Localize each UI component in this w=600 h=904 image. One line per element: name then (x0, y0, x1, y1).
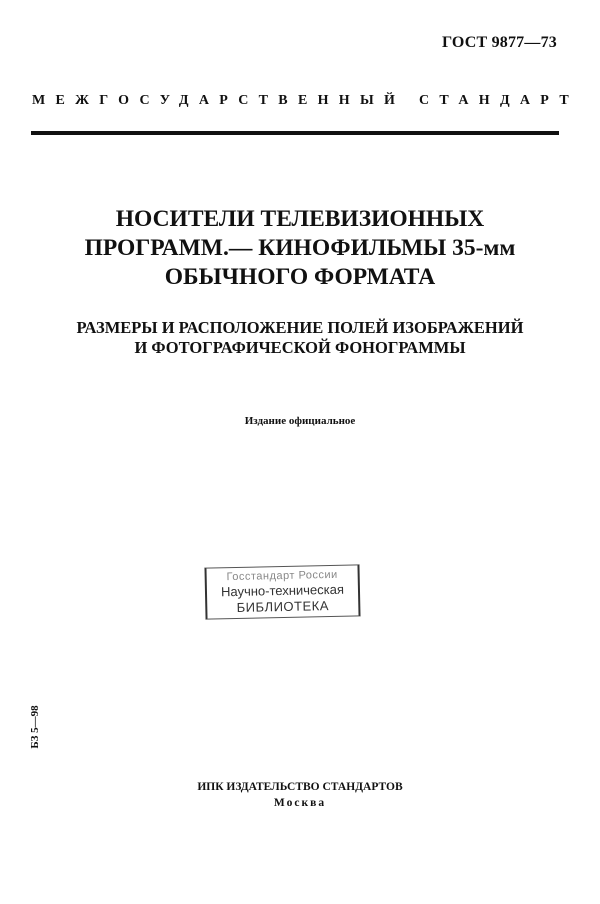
side-code: БЗ 5—98 (29, 705, 41, 749)
document-subtitle (0, 318, 600, 358)
title-line-2: ПРОГРАММ.— КИНОФИЛЬМЫ 35-мм (84, 235, 516, 261)
stamp-line-2: Научно-техническая (220, 581, 345, 600)
publisher-name: ИПК ИЗДАТЕЛЬСТВО СТАНДАРТОВ (197, 781, 403, 793)
stamp-line-1: Госстандарт России (226, 568, 338, 584)
title-line-1: НОСИТЕЛИ ТЕЛЕВИЗИОННЫХ (115, 206, 485, 232)
subtitle-line-1: РАЗМЕРЫ И РАСПОЛОЖЕНИЕ ПОЛЕЙ ИЗОБРАЖЕНИЙ (76, 318, 524, 337)
publisher-block (0, 779, 600, 811)
title-line-3: ОБЫЧНОГО ФОРМАТА (164, 264, 436, 290)
standard-type-heading: МЕЖГОСУДАРСТВЕННЫЙ СТАНДАРТ (32, 93, 579, 108)
publisher-city: Москва (273, 797, 327, 809)
edition-label: Издание официальное (244, 415, 356, 427)
gost-number: ГОСТ 9877—73 (441, 34, 557, 51)
stamp-line-3: БИБЛИОТЕКА (236, 598, 330, 615)
library-stamp (204, 564, 360, 619)
document-title (0, 205, 600, 292)
header-divider (31, 131, 559, 135)
subtitle-line-2: И ФОТОГРАФИЧЕСКОЙ ФОНОГРАММЫ (134, 338, 466, 357)
